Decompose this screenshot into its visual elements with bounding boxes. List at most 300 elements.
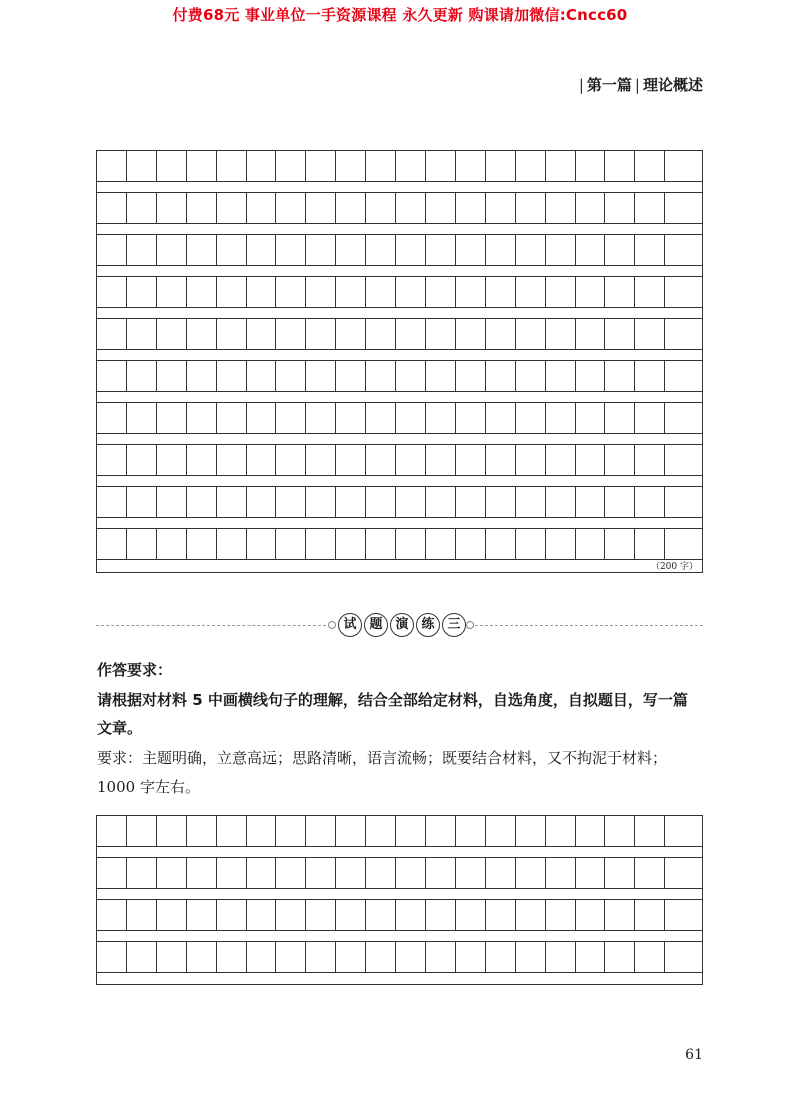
grid-cell xyxy=(456,361,486,392)
grid-cell xyxy=(665,942,702,973)
grid-row-spacer xyxy=(97,518,702,529)
grid-cell xyxy=(366,361,396,392)
grid-cell xyxy=(217,858,247,889)
grid-cell xyxy=(426,858,456,889)
section-title xyxy=(338,613,466,637)
grid-cell xyxy=(217,529,247,560)
grid-row-spacer xyxy=(97,931,702,942)
section-title-char: 试 xyxy=(338,613,362,637)
grid-cell xyxy=(336,403,366,434)
grid-row-spacer xyxy=(97,350,702,361)
grid-cell xyxy=(127,193,157,224)
grid-cell xyxy=(635,151,665,182)
grid-cell xyxy=(426,529,456,560)
grid-cell xyxy=(576,816,606,847)
grid-cell xyxy=(486,487,516,518)
grid-cell xyxy=(336,858,366,889)
grid-cell xyxy=(665,445,702,476)
grid-cell xyxy=(635,361,665,392)
grid-cell xyxy=(576,151,606,182)
grid-row xyxy=(97,445,702,476)
grid-cell xyxy=(187,277,217,308)
grid-cell xyxy=(635,487,665,518)
grid-cell xyxy=(546,900,576,931)
grid-cell xyxy=(546,942,576,973)
grid-cell xyxy=(486,529,516,560)
grid-cell xyxy=(97,942,127,973)
grid-cell xyxy=(336,151,366,182)
grid-cell xyxy=(456,816,486,847)
grid-cell xyxy=(426,487,456,518)
writing-grid-top xyxy=(96,150,703,573)
requirement-line-cont: 1000 字左右。 xyxy=(97,778,200,796)
grid-cell xyxy=(127,858,157,889)
grid-cell xyxy=(486,319,516,350)
grid-cell xyxy=(486,235,516,266)
grid-cell xyxy=(635,942,665,973)
grid-cell xyxy=(396,151,426,182)
grid-cell xyxy=(456,319,486,350)
grid-cell xyxy=(486,361,516,392)
grid-cell xyxy=(665,193,702,224)
grid-cell xyxy=(576,858,606,889)
grid-cell xyxy=(336,319,366,350)
grid-cell xyxy=(157,403,187,434)
grid-cell xyxy=(426,361,456,392)
grid-cell xyxy=(576,942,606,973)
grid-cell xyxy=(456,403,486,434)
grid-cell xyxy=(396,900,426,931)
grid-cell xyxy=(665,900,702,931)
grid-cell xyxy=(546,151,576,182)
grid-cell xyxy=(665,487,702,518)
grid-cell xyxy=(396,361,426,392)
grid-cell xyxy=(605,193,635,224)
grid-cell xyxy=(127,942,157,973)
grid-cell xyxy=(306,193,336,224)
grid-cell xyxy=(127,487,157,518)
grid-cell xyxy=(276,487,306,518)
grid-cell xyxy=(576,529,606,560)
grid-cell xyxy=(127,235,157,266)
grid-cell xyxy=(157,529,187,560)
grid-cell xyxy=(486,277,516,308)
grid-row xyxy=(97,816,702,847)
grid-row xyxy=(97,487,702,518)
grid-cell xyxy=(605,151,635,182)
grid-cell xyxy=(426,942,456,973)
grid-cell xyxy=(127,529,157,560)
grid-cell xyxy=(276,403,306,434)
grid-cell xyxy=(97,487,127,518)
word-count-label: （200 字） xyxy=(650,562,698,572)
grid-cell xyxy=(366,529,396,560)
grid-cell xyxy=(247,361,277,392)
grid-cell xyxy=(665,858,702,889)
grid-cell xyxy=(546,193,576,224)
grid-row-spacer xyxy=(97,392,702,403)
grid-cell xyxy=(157,942,187,973)
grid-cell xyxy=(426,235,456,266)
grid-row-spacer xyxy=(97,560,702,572)
grid-cell xyxy=(635,193,665,224)
grid-cell xyxy=(276,277,306,308)
grid-cell xyxy=(217,151,247,182)
grid-cell xyxy=(336,816,366,847)
grid-cell xyxy=(247,319,277,350)
grid-cell xyxy=(306,277,336,308)
grid-cell xyxy=(187,193,217,224)
grid-row xyxy=(97,151,702,182)
grid-cell xyxy=(665,235,702,266)
grid-cell xyxy=(396,403,426,434)
grid-cell xyxy=(247,900,277,931)
grid-cell xyxy=(486,858,516,889)
grid-cell xyxy=(426,445,456,476)
grid-cell xyxy=(187,816,217,847)
grid-cell xyxy=(247,235,277,266)
grid-cell xyxy=(157,235,187,266)
grid-cell xyxy=(247,487,277,518)
section-title-char: 三 xyxy=(442,613,466,637)
grid-cell xyxy=(396,816,426,847)
grid-cell xyxy=(127,816,157,847)
grid-cell xyxy=(635,445,665,476)
grid-cell xyxy=(97,361,127,392)
grid-cell xyxy=(396,319,426,350)
grid-cell xyxy=(605,816,635,847)
grid-row xyxy=(97,403,702,434)
grid-row-spacer xyxy=(97,973,702,984)
ornament-dot xyxy=(466,621,474,629)
grid-row-spacer xyxy=(97,308,702,319)
grid-cell xyxy=(276,858,306,889)
grid-cell xyxy=(157,487,187,518)
instruction-line: 请根据对材料 5 中画横线句子的理解，结合全部给定材料，自选角度，自拟题目，写一篇 xyxy=(97,691,688,709)
grid-cell xyxy=(665,151,702,182)
grid-cell xyxy=(635,529,665,560)
grid-cell xyxy=(516,858,546,889)
grid-cell xyxy=(665,361,702,392)
grid-cell xyxy=(486,403,516,434)
grid-cell xyxy=(366,858,396,889)
grid-cell xyxy=(217,487,247,518)
grid-cell xyxy=(516,319,546,350)
grid-cell xyxy=(157,193,187,224)
grid-cell xyxy=(605,445,635,476)
grid-cell xyxy=(306,151,336,182)
grid-cell xyxy=(97,193,127,224)
grid-cell xyxy=(486,900,516,931)
grid-cell xyxy=(217,235,247,266)
requirement-line: 要求：主题明确，立意高远；思路清晰，语言流畅；既要结合材料，又不拘泥于材料； xyxy=(97,749,668,767)
grid-cell xyxy=(187,445,217,476)
grid-cell xyxy=(366,277,396,308)
grid-row xyxy=(97,900,702,931)
grid-cell xyxy=(486,151,516,182)
grid-cell xyxy=(127,900,157,931)
grid-cell xyxy=(396,277,426,308)
grid-cell xyxy=(546,403,576,434)
grid-cell xyxy=(516,151,546,182)
grid-cell xyxy=(306,487,336,518)
grid-cell xyxy=(635,816,665,847)
grid-row xyxy=(97,529,702,560)
grid-cell xyxy=(576,487,606,518)
running-header: | 第一篇 | 理论概述 xyxy=(578,76,703,94)
grid-cell xyxy=(456,445,486,476)
grid-cell xyxy=(366,816,396,847)
grid-cell xyxy=(426,403,456,434)
grid-cell xyxy=(306,445,336,476)
grid-cell xyxy=(217,445,247,476)
grid-cell xyxy=(576,193,606,224)
grid-cell xyxy=(127,319,157,350)
page-number: 61 xyxy=(685,1047,703,1063)
grid-cell xyxy=(546,319,576,350)
grid-cell xyxy=(456,277,486,308)
grid-cell xyxy=(336,277,366,308)
grid-cell xyxy=(635,900,665,931)
grid-cell xyxy=(187,403,217,434)
grid-cell xyxy=(247,942,277,973)
grid-cell xyxy=(127,277,157,308)
grid-cell xyxy=(217,193,247,224)
grid-cell xyxy=(456,529,486,560)
grid-cell xyxy=(426,900,456,931)
grid-cell xyxy=(306,403,336,434)
grid-cell xyxy=(516,403,546,434)
instruction-line-cont: 文章。 xyxy=(97,719,143,737)
grid-row xyxy=(97,193,702,224)
grid-cell xyxy=(336,900,366,931)
grid-cell xyxy=(157,361,187,392)
grid-cell xyxy=(456,900,486,931)
grid-cell xyxy=(366,445,396,476)
grid-cell xyxy=(576,900,606,931)
grid-cell xyxy=(276,193,306,224)
section-title-char: 题 xyxy=(364,613,388,637)
grid-cell xyxy=(546,487,576,518)
grid-cell xyxy=(396,942,426,973)
grid-row-spacer xyxy=(97,182,702,193)
grid-cell xyxy=(546,277,576,308)
grid-cell xyxy=(576,319,606,350)
grid-cell xyxy=(97,816,127,847)
grid-cell xyxy=(396,529,426,560)
promo-banner: 付费68元 事业单位一手资源课程 永久更新 购课请加微信:Cncc60 xyxy=(172,6,628,24)
grid-row-spacer xyxy=(97,847,702,858)
grid-cell xyxy=(456,487,486,518)
grid-cell xyxy=(157,858,187,889)
grid-cell xyxy=(366,403,396,434)
grid-cell xyxy=(306,361,336,392)
grid-cell xyxy=(336,942,366,973)
grid-cell xyxy=(635,858,665,889)
grid-cell xyxy=(97,235,127,266)
grid-cell xyxy=(456,235,486,266)
grid-row xyxy=(97,942,702,973)
grid-cell xyxy=(336,235,366,266)
grid-cell xyxy=(187,235,217,266)
grid-cell xyxy=(247,193,277,224)
grid-cell xyxy=(516,529,546,560)
part-label: 第一篇 xyxy=(586,76,632,94)
grid-cell xyxy=(605,487,635,518)
grid-cell xyxy=(157,151,187,182)
grid-cell xyxy=(486,816,516,847)
grid-cell xyxy=(635,403,665,434)
grid-row-spacer xyxy=(97,266,702,277)
grid-cell xyxy=(187,319,217,350)
grid-cell xyxy=(605,277,635,308)
grid-cell xyxy=(576,235,606,266)
grid-cell xyxy=(187,942,217,973)
grid-cell xyxy=(516,277,546,308)
grid-cell xyxy=(187,900,217,931)
chapter-title: 理论概述 xyxy=(642,76,703,94)
answer-heading: 作答要求： xyxy=(97,661,173,679)
instruction-text xyxy=(97,686,707,714)
grid-cell xyxy=(426,151,456,182)
grid-cell xyxy=(306,529,336,560)
grid-cell xyxy=(306,900,336,931)
grid-cell xyxy=(486,193,516,224)
grid-cell xyxy=(426,319,456,350)
grid-cell xyxy=(187,858,217,889)
grid-cell xyxy=(276,529,306,560)
grid-row-spacer xyxy=(97,434,702,445)
grid-cell xyxy=(157,900,187,931)
grid-cell xyxy=(366,151,396,182)
grid-cell xyxy=(516,942,546,973)
grid-cell xyxy=(546,445,576,476)
grid-cell xyxy=(635,235,665,266)
grid-cell xyxy=(396,235,426,266)
grid-cell xyxy=(217,319,247,350)
grid-cell xyxy=(336,445,366,476)
grid-cell xyxy=(97,445,127,476)
grid-cell xyxy=(97,277,127,308)
grid-cell xyxy=(336,193,366,224)
divider-right xyxy=(475,625,703,626)
grid-cell xyxy=(97,403,127,434)
grid-cell xyxy=(247,529,277,560)
grid-cell xyxy=(247,816,277,847)
grid-cell xyxy=(127,361,157,392)
grid-cell xyxy=(665,529,702,560)
grid-cell xyxy=(217,403,247,434)
grid-cell xyxy=(366,487,396,518)
grid-cell xyxy=(456,151,486,182)
grid-cell xyxy=(605,942,635,973)
writing-grid-bottom xyxy=(96,815,703,985)
grid-cell xyxy=(665,277,702,308)
grid-cell xyxy=(217,816,247,847)
grid-cell xyxy=(486,942,516,973)
grid-cell xyxy=(576,403,606,434)
grid-row xyxy=(97,858,702,889)
grid-cell xyxy=(247,277,277,308)
grid-cell xyxy=(665,403,702,434)
grid-cell xyxy=(217,361,247,392)
grid-cell xyxy=(306,319,336,350)
grid-cell xyxy=(217,277,247,308)
grid-cell xyxy=(605,361,635,392)
grid-cell xyxy=(187,487,217,518)
grid-cell xyxy=(247,151,277,182)
grid-cell xyxy=(546,858,576,889)
grid-cell xyxy=(97,858,127,889)
grid-cell xyxy=(276,900,306,931)
section-heading xyxy=(96,613,703,637)
grid-cell xyxy=(486,445,516,476)
grid-cell xyxy=(546,529,576,560)
grid-cell xyxy=(576,277,606,308)
grid-cell xyxy=(396,858,426,889)
section-title-char: 练 xyxy=(416,613,440,637)
grid-cell xyxy=(516,445,546,476)
grid-cell xyxy=(546,816,576,847)
grid-cell xyxy=(396,487,426,518)
grid-cell xyxy=(336,361,366,392)
grid-cell xyxy=(276,235,306,266)
grid-cell xyxy=(516,487,546,518)
grid-cell xyxy=(306,235,336,266)
grid-cell xyxy=(306,858,336,889)
grid-row xyxy=(97,277,702,308)
grid-cell xyxy=(516,235,546,266)
grid-cell xyxy=(546,361,576,392)
grid-cell xyxy=(127,151,157,182)
grid-cell xyxy=(456,858,486,889)
grid-cell xyxy=(366,942,396,973)
grid-cell xyxy=(97,151,127,182)
grid-cell xyxy=(187,529,217,560)
grid-cell xyxy=(516,900,546,931)
grid-cell xyxy=(247,858,277,889)
grid-cell xyxy=(576,445,606,476)
grid-cell xyxy=(576,361,606,392)
grid-cell xyxy=(276,361,306,392)
grid-cell xyxy=(546,235,576,266)
grid-cell xyxy=(276,816,306,847)
grid-cell xyxy=(306,816,336,847)
grid-cell xyxy=(366,193,396,224)
grid-cell xyxy=(97,319,127,350)
grid-cell xyxy=(157,277,187,308)
grid-cell xyxy=(605,858,635,889)
grid-cell xyxy=(217,900,247,931)
grid-cell xyxy=(605,319,635,350)
grid-cell xyxy=(336,487,366,518)
grid-cell xyxy=(217,942,247,973)
grid-cell xyxy=(516,193,546,224)
grid-cell xyxy=(247,445,277,476)
grid-cell xyxy=(157,319,187,350)
grid-row xyxy=(97,235,702,266)
grid-cell xyxy=(396,193,426,224)
grid-row-spacer xyxy=(97,224,702,235)
section-title-char: 演 xyxy=(390,613,414,637)
grid-cell xyxy=(426,193,456,224)
grid-cell xyxy=(396,445,426,476)
grid-cell xyxy=(605,529,635,560)
grid-cell xyxy=(276,151,306,182)
grid-cell xyxy=(97,529,127,560)
grid-cell xyxy=(366,235,396,266)
grid-row-spacer xyxy=(97,476,702,487)
